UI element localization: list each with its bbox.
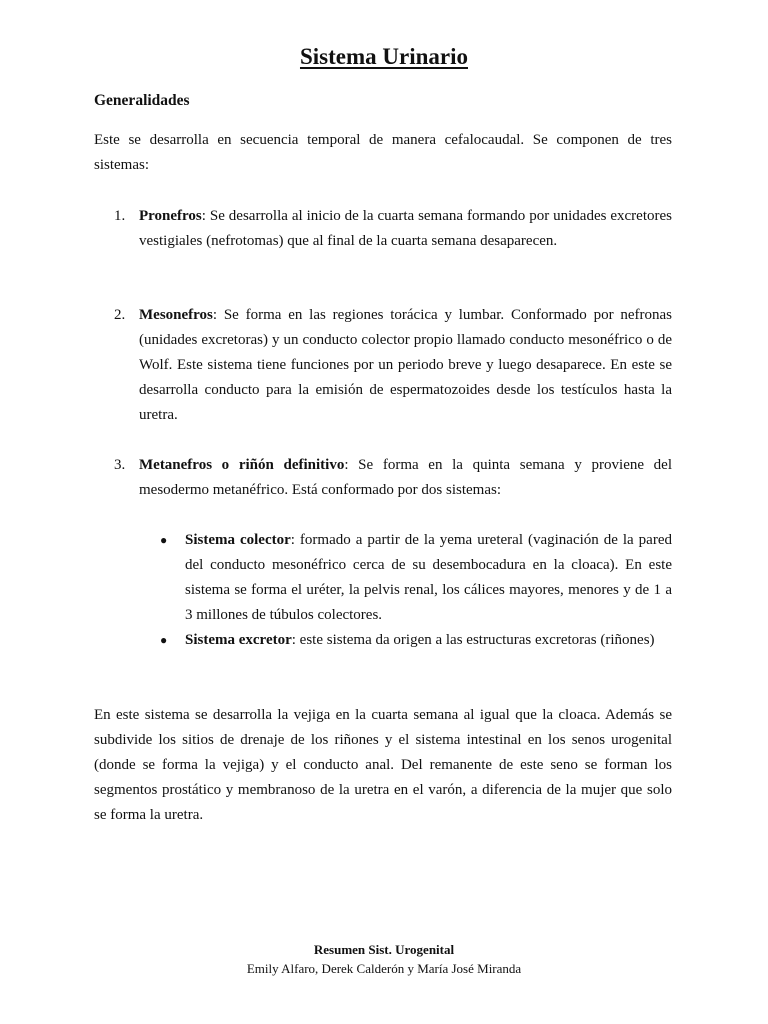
bullet-item-term: Sistema colector [185, 532, 291, 548]
bullet-item-text: : este sistema da origen a las estructuras excretoras (riñones) [291, 632, 655, 648]
list-number: 1. [114, 208, 126, 224]
bullet-item-content [185, 628, 672, 653]
list-item-content [139, 453, 672, 503]
intro-paragraph: Este se desarrolla en secuencia temporal de manera cefalocaudal. Se componen de tres sistemas: [94, 132, 672, 173]
list-number: 2. [114, 307, 126, 323]
list-item-term: Metanefros o riñón definitivo [139, 457, 345, 473]
bullet-item-sistema-colector [160, 528, 672, 628]
list-item-text: : Se forma en la quinta semana y proviene del mesodermo metanéfrico. Está conformado por dos sistemas: [139, 457, 672, 498]
list-item-term: Mesonefros [139, 307, 213, 323]
list-number: 3. [114, 457, 126, 473]
page-footer [0, 940, 768, 978]
bullet-item-content [185, 528, 672, 628]
bullet-item-sistema-excretor [160, 628, 672, 653]
closing-paragraph: En este sistema se desarrolla la vejiga en la cuarta semana al igual que la cloaca. Además se subdivide los sitios de drenaje de los riñones y el sistema intestinal en los senos urogenital (donde se forma la vejiga) y el conducto anal. Del remanente de este seno se forman los segmentos prostático y membranoso de la uretra en el varón, a diferencia de la mujer que solo se forma la uretra. [94, 707, 672, 823]
list-item-text: : Se desarrolla al inicio de la cuarta semana formando por unidades excretores vestigiales (nefrotomas) que al final de la cuarta semana desaparecen. [139, 208, 672, 249]
bullet-item-term: Sistema excretor [185, 632, 292, 648]
list-item-content [139, 204, 672, 254]
list-item-text: : Se forma en las regiones torácica y lumbar. Conformado por nefronas (unidades excretoras) y un conducto colector propio llamado conducto mesonéfrico o de Wolf. Este sistema tiene funciones por un periodo breve y luego desaparece. En este se desarrolla conducto para la emisión de espermatozoides desde los testículos hasta la uretra. [139, 307, 672, 423]
list-item-pronefros [114, 204, 672, 254]
footer-authors: Emily Alfaro, Derek Calderón y María José Miranda [246, 961, 522, 976]
section-heading: Generalidades [94, 92, 190, 109]
document-title: Sistema Urinario [299, 44, 468, 69]
list-item-metanefros [114, 453, 672, 503]
list-item-term: Pronefros [139, 208, 202, 224]
bullet-icon: ● [160, 633, 168, 647]
footer-title: Resumen Sist. Urogenital [313, 942, 455, 957]
list-item-content [139, 303, 672, 428]
list-item-mesonefros [114, 303, 672, 428]
bullet-icon: ● [160, 533, 168, 547]
bullet-item-text: : formado a partir de la yema ureteral (vaginación de la pared del conducto mesonéfrico cerca de su desembocadura en la cloaca). En este sistema se forma el uréter, la pelvis renal, los cálices mayores, menores y de 1 a 3 millones de túbulos colectores. [185, 532, 672, 623]
